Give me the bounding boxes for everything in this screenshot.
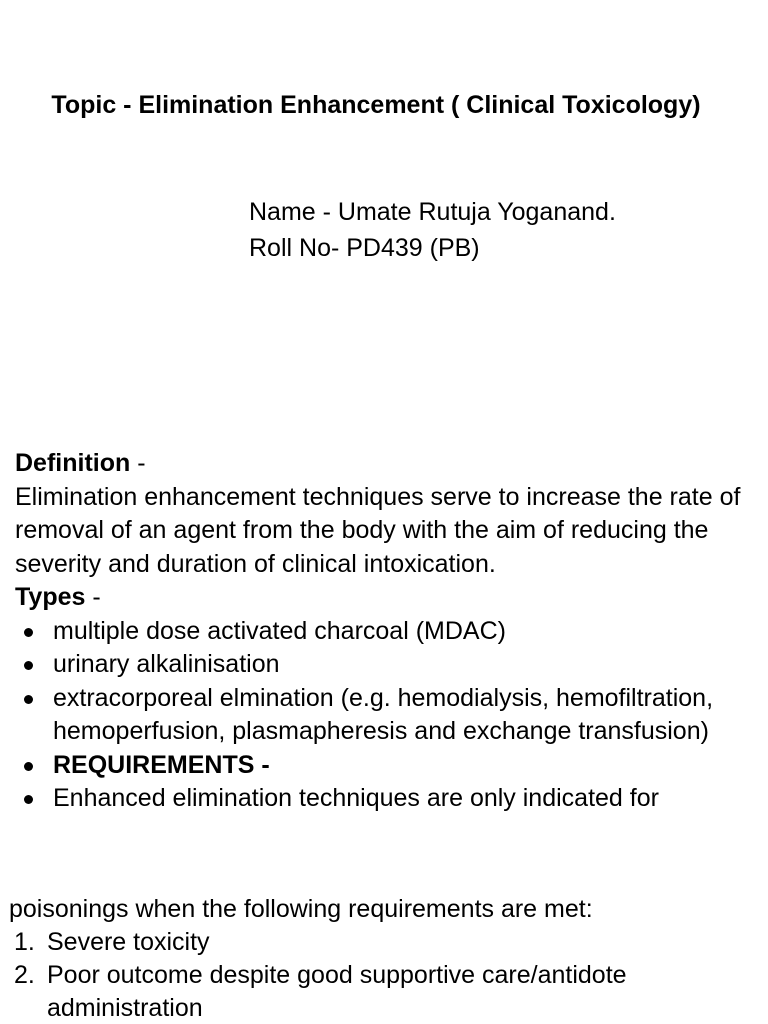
- bullet-icon: [24, 695, 33, 704]
- bullet-icon: [24, 661, 33, 670]
- definition-separator: -: [130, 449, 146, 477]
- requirements-item-text: Poor outcome despite good supportive care/antidote administration: [47, 961, 627, 1022]
- definition-label: Definition: [15, 449, 131, 477]
- requirements-label: REQUIREMENTS -: [53, 750, 270, 779]
- list-number: 1.: [14, 928, 35, 956]
- types-item-text: urinary alkalinisation: [53, 650, 280, 678]
- list-item: [15, 682, 755, 749]
- list-item: [9, 959, 759, 1024]
- bullet-icon: [24, 628, 33, 637]
- bullet-icon: [24, 762, 33, 771]
- list-item: [15, 648, 755, 682]
- author-roll-number: Roll No- PD439 (PB): [249, 234, 480, 262]
- types-heading: [15, 581, 755, 615]
- requirements-list: [9, 926, 759, 1024]
- definition-text: Elimination enhancement techniques serve to increase the rate of removal of an agent from the body with the aim of reducing the severity and duration of clinical intoxication.: [15, 482, 741, 578]
- list-item: [9, 926, 759, 959]
- requirements-continuation: poisonings when the following requirements are met:: [9, 895, 593, 923]
- types-item-text: multiple dose activated charcoal (MDAC): [53, 616, 506, 645]
- types-label: Types: [15, 583, 86, 611]
- list-item: [15, 615, 755, 649]
- document-title: Topic - Elimination Enhancement ( Clinical Toxicology): [51, 91, 701, 119]
- bullet-icon: [24, 795, 33, 804]
- requirements-item-text: Severe toxicity: [47, 928, 210, 956]
- list-item: [15, 782, 755, 816]
- definition-heading: [15, 447, 755, 481]
- document-body: [15, 447, 755, 816]
- types-separator: -: [85, 583, 101, 611]
- list-number: 2.: [14, 961, 35, 989]
- list-item: [15, 749, 755, 783]
- author-name: Name - Umate Rutuja Yoganand.: [249, 198, 616, 226]
- types-list: [15, 615, 755, 816]
- requirements-intro: Enhanced elimination techniques are only indicated for: [53, 784, 659, 812]
- types-item-text: extracorporeal elmination (e.g. hemodialysis, hemofiltration, hemoperfusion, plasmapheresis and exchange transfusion): [53, 683, 714, 745]
- requirements-section: [9, 893, 759, 1024]
